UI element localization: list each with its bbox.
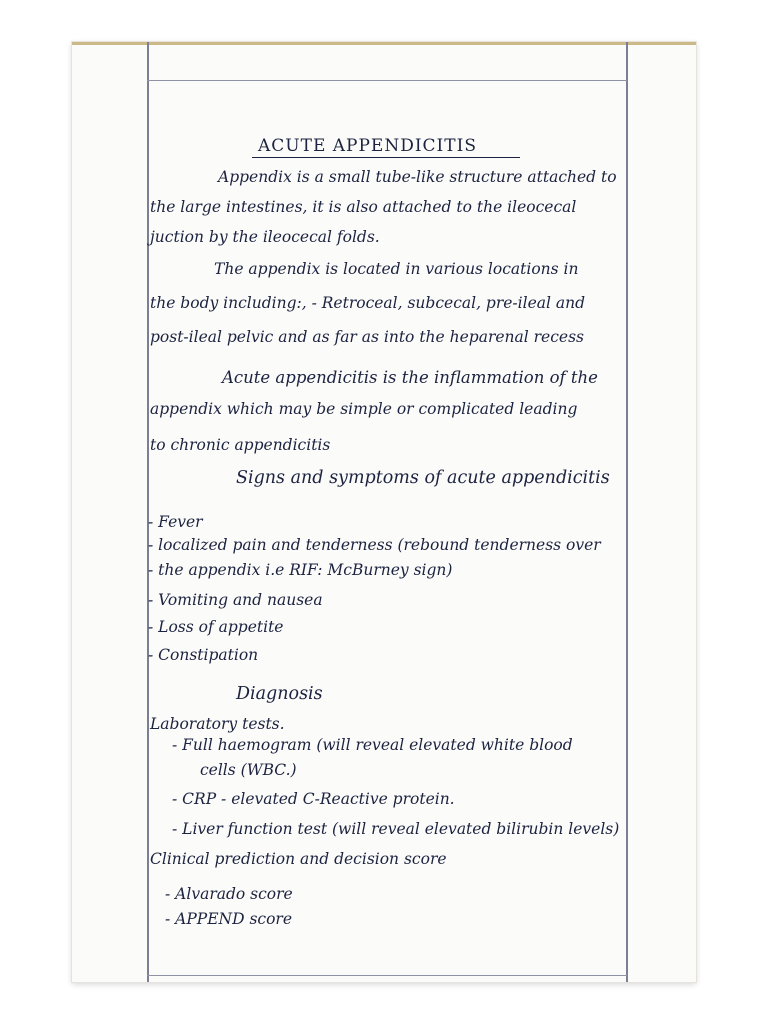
diagnosis-subheading: Laboratory tests. — [150, 715, 285, 733]
header-rule — [147, 80, 627, 81]
paragraph-line: the large intestines, it is also attached to the ileocecal — [150, 198, 577, 216]
signs-heading: Signs and symptoms of acute appendicitis — [236, 468, 610, 488]
title-underline — [252, 157, 520, 158]
left-margin-line — [147, 42, 149, 982]
score-item: - APPEND score — [165, 910, 292, 928]
symptom-item: - Fever — [148, 513, 203, 531]
clinical-score-heading: Clinical prediction and decision score — [150, 850, 447, 868]
bottom-rule — [147, 975, 627, 976]
score-item: - Alvarado score — [165, 885, 293, 903]
diagnosis-heading: Diagnosis — [236, 684, 323, 704]
right-margin-line — [626, 42, 628, 982]
symptom-item: - Constipation — [148, 646, 259, 664]
symptom-item: - localized pain and tenderness (rebound tenderness over — [148, 536, 601, 554]
diagnosis-item: - Full haemogram (will reveal elevated white blood — [172, 736, 573, 754]
diagnosis-item-continued: cells (WBC.) — [200, 761, 297, 779]
paragraph-line: Acute appendicitis is the inflammation of the — [222, 368, 598, 387]
paragraph-line: appendix which may be simple or complicated leading — [150, 400, 578, 418]
paragraph-line: juction by the ileocecal folds. — [150, 228, 380, 246]
symptom-item: - the appendix i.e RIF: McBurney sign) — [148, 561, 453, 579]
paragraph-line: the body including:, - Retroceal, subcecal, pre-ileal and — [150, 294, 586, 312]
symptom-item: - Loss of appetite — [148, 618, 284, 636]
paragraph-line: The appendix is located in various locations in — [214, 260, 579, 278]
paragraph-line: Appendix is a small tube-like structure attached to — [218, 168, 617, 186]
diagnosis-item: - CRP - elevated C-Reactive protein. — [172, 790, 455, 808]
paragraph-line: post-ileal pelvic and as far as into the heparenal recess — [150, 328, 584, 346]
paper-top-edge — [72, 42, 696, 45]
paragraph-line: to chronic appendicitis — [150, 436, 331, 454]
page-title: ACUTE APPENDICITIS — [258, 136, 477, 156]
symptom-item: - Vomiting and nausea — [148, 591, 323, 609]
diagnosis-item: - Liver function test (will reveal elevated bilirubin levels) — [172, 820, 620, 838]
